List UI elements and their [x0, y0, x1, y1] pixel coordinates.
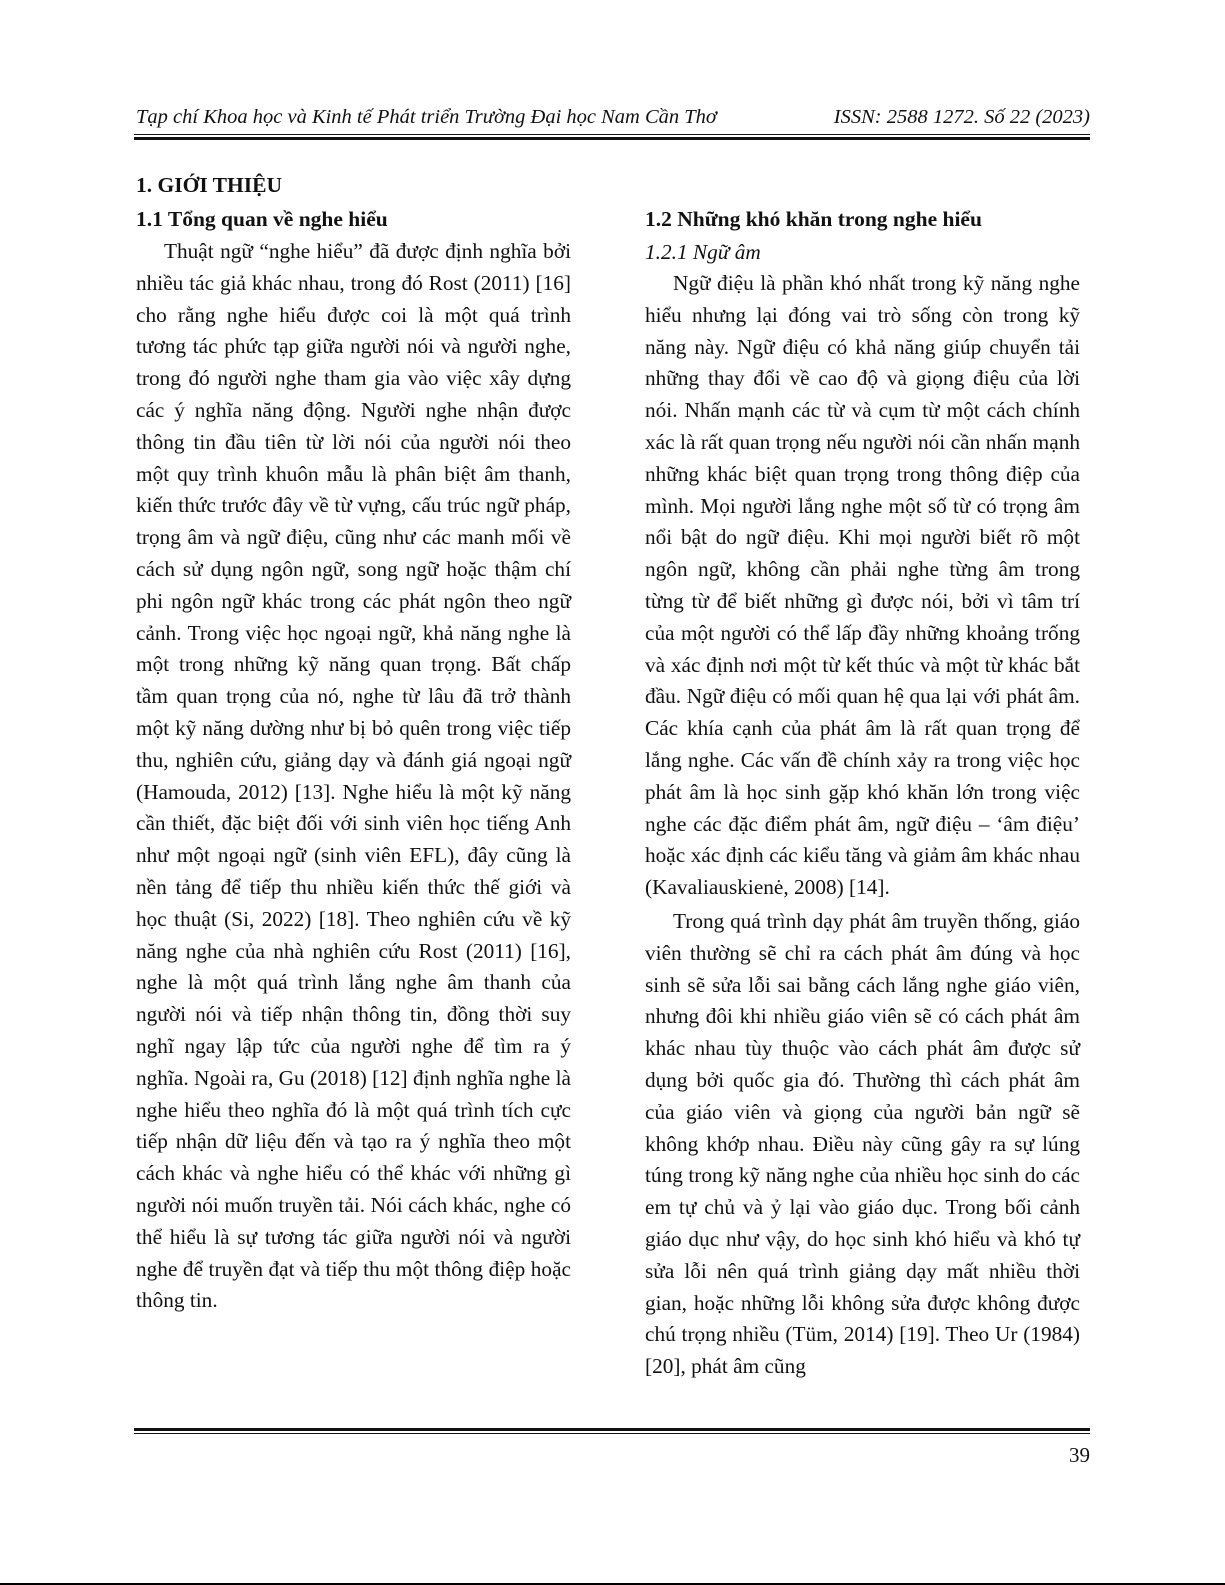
body-paragraph: Trong quá trình dạy phát âm truyền thống, giáo viên thường sẽ chỉ ra cách phát âm đúng và học sinh sẽ sửa lỗi sai bằng cách lắng nghe giáo viên, nhưng đôi khi nhiều giáo viên sẽ có cách phát âm khác nhau tùy thuộc vào cách phát âm được sử dụng bởi quốc gia đó. Thường thì cách phát âm của giáo viên và giọng của người bản ngữ sẽ không khớp nhau. Điều này cũng gây ra sự lúng túng trong kỹ năng nghe của nhiều học sinh do các em tự chủ và ỷ lại vào giáo dục. Trong bối cảnh giáo dục như vậy, do học sinh khó hiểu và khó tự sửa lỗi nên quá trình giảng dạy mất nhiều thời gian, hoặc những lỗi không sửa được không được chú trọng nhiều (Tüm, 2014) [19]. Theo Ur (1984) [20], phát âm cũng — [645, 908, 1080, 1379]
left-column — [136, 168, 571, 1317]
journal-title: Tạp chí Khoa học và Kinh tế Phát triển Trường Đại học Nam Cần Thơ — [136, 106, 717, 128]
right-column — [645, 202, 1080, 1383]
footer-rule-bottom — [134, 1433, 1090, 1434]
running-header — [136, 100, 1090, 134]
page-number: 39 — [1069, 1443, 1090, 1467]
issn-issue: ISSN: 2588 1272. Số 22 (2023) — [833, 106, 1090, 128]
subsection-title-1-1: 1.1 Tổng quan về nghe hiểu — [136, 207, 388, 231]
section-title: 1. GIỚI THIỆU — [136, 173, 282, 197]
body-paragraph: Thuật ngữ “nghe hiểu” đã được định nghĩa bởi nhiều tác giả khác nhau, trong đó Rost (2011) [16] cho rằng nghe hiểu được coi là một quá trình tương tác phức tạp giữa người nói và người nghe, trong đó người nghe tham gia vào việc xây dựng các ý nghĩa năng động. Người nghe nhận được thông tin đầu tiên từ lời nói của người nói theo một quy trình khuôn mẫu là phân biệt âm thanh, kiến thức trước đây về từ vựng, cấu trúc ngữ pháp, trọng âm và ngữ điệu, cũng như các manh mối về cách sử dụng ngôn ngữ, song ngữ hoặc thậm chí phi ngôn ngữ khác trong các phát ngôn theo ngữ cảnh. Trong việc học ngoại ngữ, khả năng nghe là một trong những kỹ năng quan trọng. Bất chấp tầm quan trọng của nó, nghe từ lâu đã trở thành một kỹ năng dường như bị bỏ quên trong việc tiếp thu, nghiên cứu, giảng dạy và đánh giá ngoại ngữ (Hamouda, 2012) [13]. Nghe hiểu là một kỹ năng cần thiết, đặc biệt đối với sinh viên học tiếng Anh như một ngoại ngữ (sinh viên EFL), đây cũng là nền tảng để tiếp thu nhiều kiến thức thế giới và học thuật (Si, 2022) [18]. Theo nghiên cứu về kỹ năng nghe của nhà nghiên cứu Rost (2011) [16], nghe là một quá trình lắng nghe âm thanh của người nói và tiếp nhận thông tin, đồng thời suy nghĩ ngay lập tức của người nghe để tìm ra ý nghĩa. Ngoài ra, Gu (2018) [12] định nghĩa nghe là nghe hiểu theo nghĩa đó là một quá trình tích cực tiếp nhận dữ liệu đến và tạo ra ý nghĩa theo một cách khác và nghe hiểu có thể khác với những gì người nói muốn truyền tải. Nói cách khác, nghe có thể hiểu là sự tương tác giữa người nói và người nghe để truyền đạt và tiếp thu một thông điệp hoặc thông tin. — [136, 239, 571, 1313]
footer-rule-top — [134, 1428, 1090, 1431]
header-rule-top — [134, 134, 1090, 135]
body-paragraph: Ngữ điệu là phần khó nhất trong kỹ năng nghe hiểu nhưng lại đóng vai trò sống còn trong kỹ năng này. Ngữ điệu có khả năng giúp chuyển tải những thay đổi về cao độ và giọng điệu của lời nói. Nhấn mạnh các từ và cụm từ một cách chính xác là rất quan trọng nếu người nói cần nhấn mạnh những khác biệt quan trọng trong thông điệp của mình. Mọi người lắng nghe một số từ có trọng âm nổi bật do ngữ điệu. Khi mọi người biết rõ một ngôn ngữ, không cần phải nghe từng âm trong từng từ để biết những gì được nói, bởi vì tâm trí của một người có thể lấp đầy những khoảng trống và xác định nơi một từ kết thúc và một từ khác bắt đầu. Ngữ điệu có mối quan hệ qua lại với phát âm. Các khía cạnh của phát âm là rất quan trọng để lắng nghe. Các vấn đề chính xảy ra trong việc học phát âm là học sinh gặp khó khăn lớn trong việc nghe các đặc điểm phát âm, ngữ điệu – ‘âm điệu’ hoặc xác định các kiểu tăng và giảm âm khác nhau (Kavaliauskienė, 2008) [14]. — [645, 271, 1080, 900]
header-rule-bottom — [134, 137, 1090, 140]
subsection-title-1-2: 1.2 Những khó khăn trong nghe hiểu — [645, 207, 982, 231]
subsubsection-title-1-2-1: 1.2.1 Ngữ âm — [645, 240, 761, 264]
